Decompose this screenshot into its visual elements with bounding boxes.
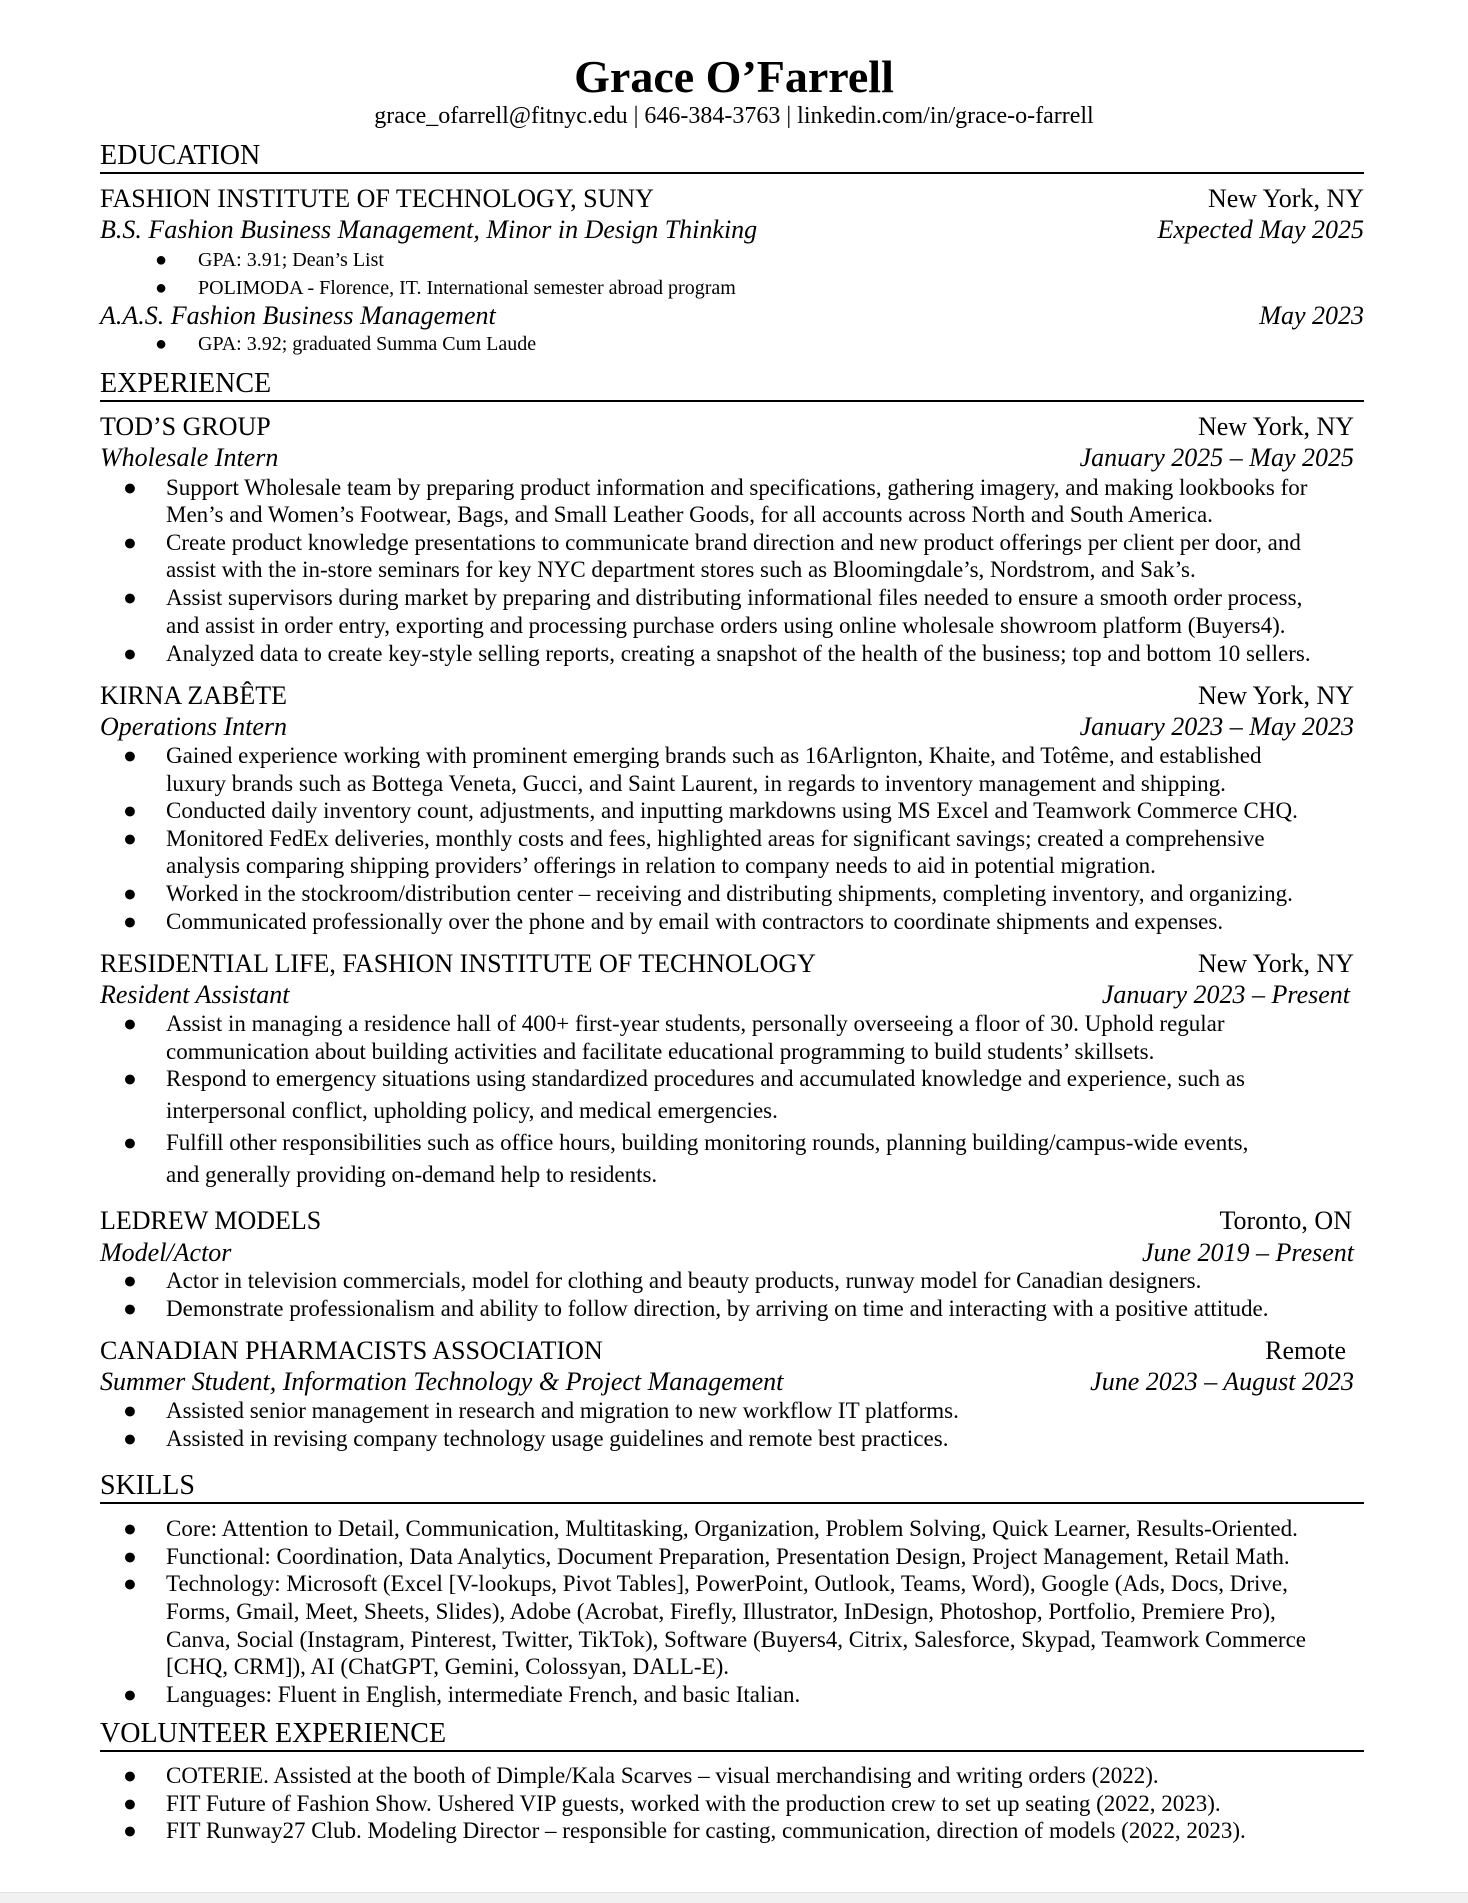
skills-heading: SKILLS [100, 1470, 1364, 1504]
school-location: New York, NY [1207, 184, 1364, 213]
job-dates: January 2023 – Present [1101, 980, 1350, 1009]
job-dates: January 2025 – May 2025 [1079, 443, 1354, 472]
job-title: Model/Actor [100, 1238, 232, 1267]
job-title: Wholesale Intern [100, 443, 279, 472]
degree-date: Expected May 2025 [1157, 215, 1364, 244]
resume-page: Grace O’Farrell grace_ofarrell@fitnyc.edu | 646-384-3763 | linkedin.com/in/grace-o-farrell EDUCATION FASHION INSTITUTE OF TECHNOLOGY, SUNY New York, NY B.S. Fashion Business Management, Minor in Design Thinking Expected May 2025 ● GPA: 3.91; Dean’s List ● POLIMODA - Florence, IT. International semester abroad program A.A.S. Fashion Business Management May 2023 ● GPA: 3.92; graduated Summa Cum Laude EXPERIENCE TOD’S GROUP New York, NY Wholesale Intern January 2025 – May 2025 ● Support Wholesale team by preparing product information and specifications, gathering imagery, and making lookbooks for Men’s and Women’s Footwear, Bags, and Small Leather Goods, for all accounts across North and South America. ● Create product knowledge presentations to communicate brand direction and new product offerings per client per door, and assist with the in-store seminars for key NYC department stores such as Bloomingdale’s, Nordstrom, and Sak’s. ● Assist supervisors during market by preparing and distributing informational files needed to ensure a smooth order process, and assist in order entry, exporting and processing purchase orders using online wholesale showroom platform (Buyers4). ● Analyzed data to create key-style selling reports, creating a snapshot of the health of the business; top and bottom 10 sellers. KIRNA ZABÊTE New York, NY Operations Intern January 2023 – May 2023 ● Gained experience working with prominent emerging brands such as 16Arlignton, Khaite, and Totême, and established luxury brands such as Bottega Veneta, Gucci, and Saint Laurent, in regards to inventory management and shipping. ● Conducted daily inventory count, adjustments, and inputting markdowns using MS Excel and Teamwork Commerce CHQ. ● Monitored FedEx deliveries, monthly costs and fees, highlighted areas for significant savings; created a comprehensive analysis comparing shipping providers’ offerings in relation to company needs to aid in potential migration. ● Worked in the stockroom/distribution center – receiving and distributing shipments, completing inventory, and organizing. ● Communicated professionally over the phone and by email with contractors to coordinate shipments and expenses. RESIDENTIAL LIFE, FASHION INSTITUTE OF TECHNOLOGY New York, NY Resident Assistant January 2023 – Present ● Assist in managing a residence hall of 400+ first-year students, personally overseeing a floor of 30. Uphold regular communication about building activities and facilitate educational programming to build students’ skillsets. ● Respond to emergency situations using standardized procedures and accumulated knowledge and experience, such as interpersonal conflict, upholding policy, and medical emergencies. ● Fulfill other responsibilities such as office hours, building monitoring rounds, planning building/campus-wide events, and generally providing on-demand help to residents. LEDREW MODELS Toronto, ON Model/Actor June 2019 – Present ● Actor in television commercials, model for clothing and beauty products, runway model for Canadian designers. ● Demonstrate professionalism and ability to follow direction, by arriving on time and interacting with a positive attitude. CANADIAN PHARMACISTS ASSOCIATION Remote Summer Student, Information Technology & Project Management June 2023 – August 2023 ● Assisted senior management in research and migration to new workflow IT platforms. ● Assisted in revising company technology usage guidelines and remote best practices. SKILLS ● Core: Attention to Detail, Communication, Multitasking, Organization, Problem Solving, Quick Learner, Results-Oriented. ● Functional: Coordination, Data Analytics, Document Preparation, Presentation Design, Project Management, Retail Math. ● Technology: Microsoft (Excel [V-lookups, Pivot Tables], PowerPoint, Outlook, Teams, Word), Google (Ads, Docs, Drive, Forms, Gmail, Meet, Sheets, Slides), Adobe (Acrobat, Firefly, Illustrator, InDesign, Photoshop, Portfolio, Premiere Pro), Canva, Social (Instagram, Pinterest, Twitter, TikTok), Software (Buyers4, Citrix, Salesforce, Skypad, Teamwork Commerce [CHQ, CRM]), AI (ChatGPT, Gemini, Colossyan, DALL-E). ● Languages: Fluent in English, intermediate French, and basic Italian. VOLUNTEER EXPERIENCE ● COTERIE. Assisted at the booth of Dimple/Kala Scarves – visual merchandising and writing orders (2022). ● FIT Future of Fashion Show. Ushered VIP guests, worked with the production crew to set up seating (2022, 2023). ● FIT Runway27 Club. Modeling Director – responsible for casting, communication, direction of models (2022, 2023). [0, 0, 1468, 1902]
volunteer-heading: VOLUNTEER EXPERIENCE [100, 1718, 1364, 1752]
contact-line: grace_ofarrell@fitnyc.edu | 646-384-3763 | linkedin.com/in/grace-o-farrell [374, 103, 1094, 129]
employer-name: RESIDENTIAL LIFE, FASHION INSTITUTE OF TECHNOLOGY [100, 949, 816, 978]
experience-heading: EXPERIENCE [100, 368, 1364, 402]
candidate-name: Grace O’Farrell [574, 51, 894, 102]
job-location: New York, NY [1197, 681, 1354, 710]
page-bottom-edge [0, 1892, 1468, 1903]
employer-name: KIRNA ZABÊTE [100, 681, 288, 710]
degree-date: May 2023 [1259, 301, 1364, 330]
job-location: Toronto, ON [1219, 1206, 1352, 1235]
job-title: Operations Intern [100, 712, 288, 741]
school-name: FASHION INSTITUTE OF TECHNOLOGY, SUNY [100, 184, 654, 213]
job-location: New York, NY [1197, 949, 1354, 978]
job-location: Remote [1265, 1336, 1346, 1365]
degree-title: A.A.S. Fashion Business Management [100, 301, 496, 330]
employer-name: CANADIAN PHARMACISTS ASSOCIATION [100, 1336, 603, 1365]
employer-name: TOD’S GROUP [100, 412, 271, 441]
employer-name: LEDREW MODELS [100, 1206, 322, 1235]
job-dates: January 2023 – May 2023 [1079, 712, 1354, 741]
job-dates: June 2023 – August 2023 [1090, 1367, 1354, 1396]
job-title: Summer Student, Information Technology & Project Management [100, 1367, 784, 1396]
job-title: Resident Assistant [100, 980, 290, 1009]
job-location: New York, NY [1197, 412, 1354, 441]
degree-title: B.S. Fashion Business Management, Minor in Design Thinking [100, 215, 758, 244]
education-heading: EDUCATION [100, 140, 1364, 174]
job-dates: June 2019 – Present [1141, 1238, 1354, 1267]
